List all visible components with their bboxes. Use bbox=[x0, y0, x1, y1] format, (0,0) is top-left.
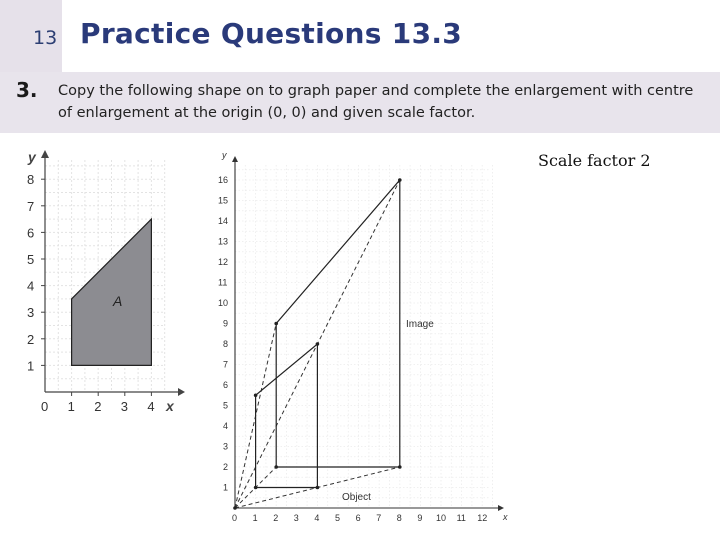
shape-a-label: A bbox=[113, 293, 123, 309]
page-title: Practice Questions 13.3 bbox=[80, 17, 463, 50]
left-x-tick-label: 4 bbox=[147, 399, 155, 414]
question-text: Copy the following shape on to graph paper and complete the enlargement with centre of enlargement at the origin (0, 0) and given scale factor. bbox=[58, 83, 694, 121]
right-x-tick-label: 3 bbox=[293, 513, 299, 523]
right-graph bbox=[210, 140, 520, 540]
right-x-tick-label: 2 bbox=[273, 513, 279, 523]
left-graph bbox=[0, 140, 200, 425]
right-y-tick-label: 14 bbox=[218, 216, 229, 226]
left-y-tick-label: 7 bbox=[27, 198, 35, 214]
chapter-number: 13 bbox=[33, 27, 58, 49]
right-y-tick-label: 9 bbox=[223, 318, 229, 329]
vertex-point bbox=[254, 486, 258, 490]
right-y-tick-label: 6 bbox=[223, 380, 229, 390]
left-y-tick-label: 3 bbox=[27, 305, 35, 321]
right-y-tick-label: 12 bbox=[218, 257, 229, 267]
right-y-tick-label: 16 bbox=[218, 175, 229, 185]
right-x-tick-label: 12 bbox=[477, 513, 488, 523]
vertex-point bbox=[274, 465, 278, 469]
right-y-tick-label: 10 bbox=[218, 298, 229, 308]
right-y-tick-label: 1 bbox=[223, 482, 229, 493]
vertex-point bbox=[398, 178, 402, 182]
right-x-tick-label: 11 bbox=[456, 513, 466, 523]
right-y-tick-label: 8 bbox=[223, 339, 229, 349]
right-y-tick-label: 7 bbox=[223, 359, 229, 370]
right-y-axis-label: y bbox=[222, 150, 227, 160]
left-y-tick-label: 2 bbox=[27, 331, 35, 347]
right-x-axis-label: x bbox=[503, 512, 508, 522]
left-y-tick-label: 6 bbox=[27, 225, 35, 241]
left-y-tick-label: 4 bbox=[27, 278, 35, 294]
left-y-tick-label: 5 bbox=[27, 252, 35, 267]
left-y-arrow bbox=[41, 150, 49, 158]
right-x-tick-label: 0 bbox=[232, 513, 238, 523]
vertex-point bbox=[316, 342, 320, 346]
vertex-point bbox=[274, 322, 278, 326]
vertex-point bbox=[316, 486, 320, 490]
right-y-arrow bbox=[232, 156, 238, 162]
right-y-tick-label: 3 bbox=[223, 441, 229, 452]
question-number: 3. bbox=[16, 78, 38, 102]
vertex-point bbox=[398, 465, 402, 469]
right-x-tick-label: 4 bbox=[314, 513, 320, 523]
right-x-tick-label: 7 bbox=[376, 513, 382, 523]
object-label: Object bbox=[342, 492, 371, 503]
right-y-tick-label: 2 bbox=[223, 462, 229, 472]
right-x-arrow bbox=[498, 505, 504, 511]
right-y-tick-label: 5 bbox=[223, 400, 229, 411]
right-x-tick-label: 5 bbox=[335, 513, 341, 523]
left-x-tick-label: 2 bbox=[94, 399, 102, 414]
right-x-tick-label: 1 bbox=[252, 513, 258, 523]
left-x-tick-label: 1 bbox=[67, 399, 75, 414]
left-x-arrow bbox=[178, 388, 185, 396]
right-x-tick-label: 10 bbox=[436, 513, 447, 523]
right-x-tick-label: 8 bbox=[396, 513, 402, 523]
left-y-tick-label: 8 bbox=[27, 172, 35, 188]
right-x-tick-label: 9 bbox=[417, 513, 423, 523]
left-y-axis-label: y bbox=[28, 149, 36, 165]
vertex-point bbox=[254, 393, 258, 397]
left-y-tick-label: 1 bbox=[27, 358, 35, 374]
scale-factor-text: Scale factor 2 bbox=[538, 151, 651, 170]
image-label: Image bbox=[406, 319, 434, 330]
left-x-axis-label: x bbox=[166, 398, 174, 414]
origin-point bbox=[233, 506, 237, 510]
right-y-tick-label: 15 bbox=[218, 195, 229, 206]
left-x-tick-label: 3 bbox=[120, 399, 129, 414]
right-x-tick-label: 6 bbox=[355, 513, 361, 523]
right-y-tick-label: 11 bbox=[218, 277, 228, 288]
left-x-tick-label: 0 bbox=[41, 399, 49, 414]
right-y-tick-label: 13 bbox=[218, 236, 229, 247]
right-y-tick-label: 4 bbox=[223, 421, 229, 431]
